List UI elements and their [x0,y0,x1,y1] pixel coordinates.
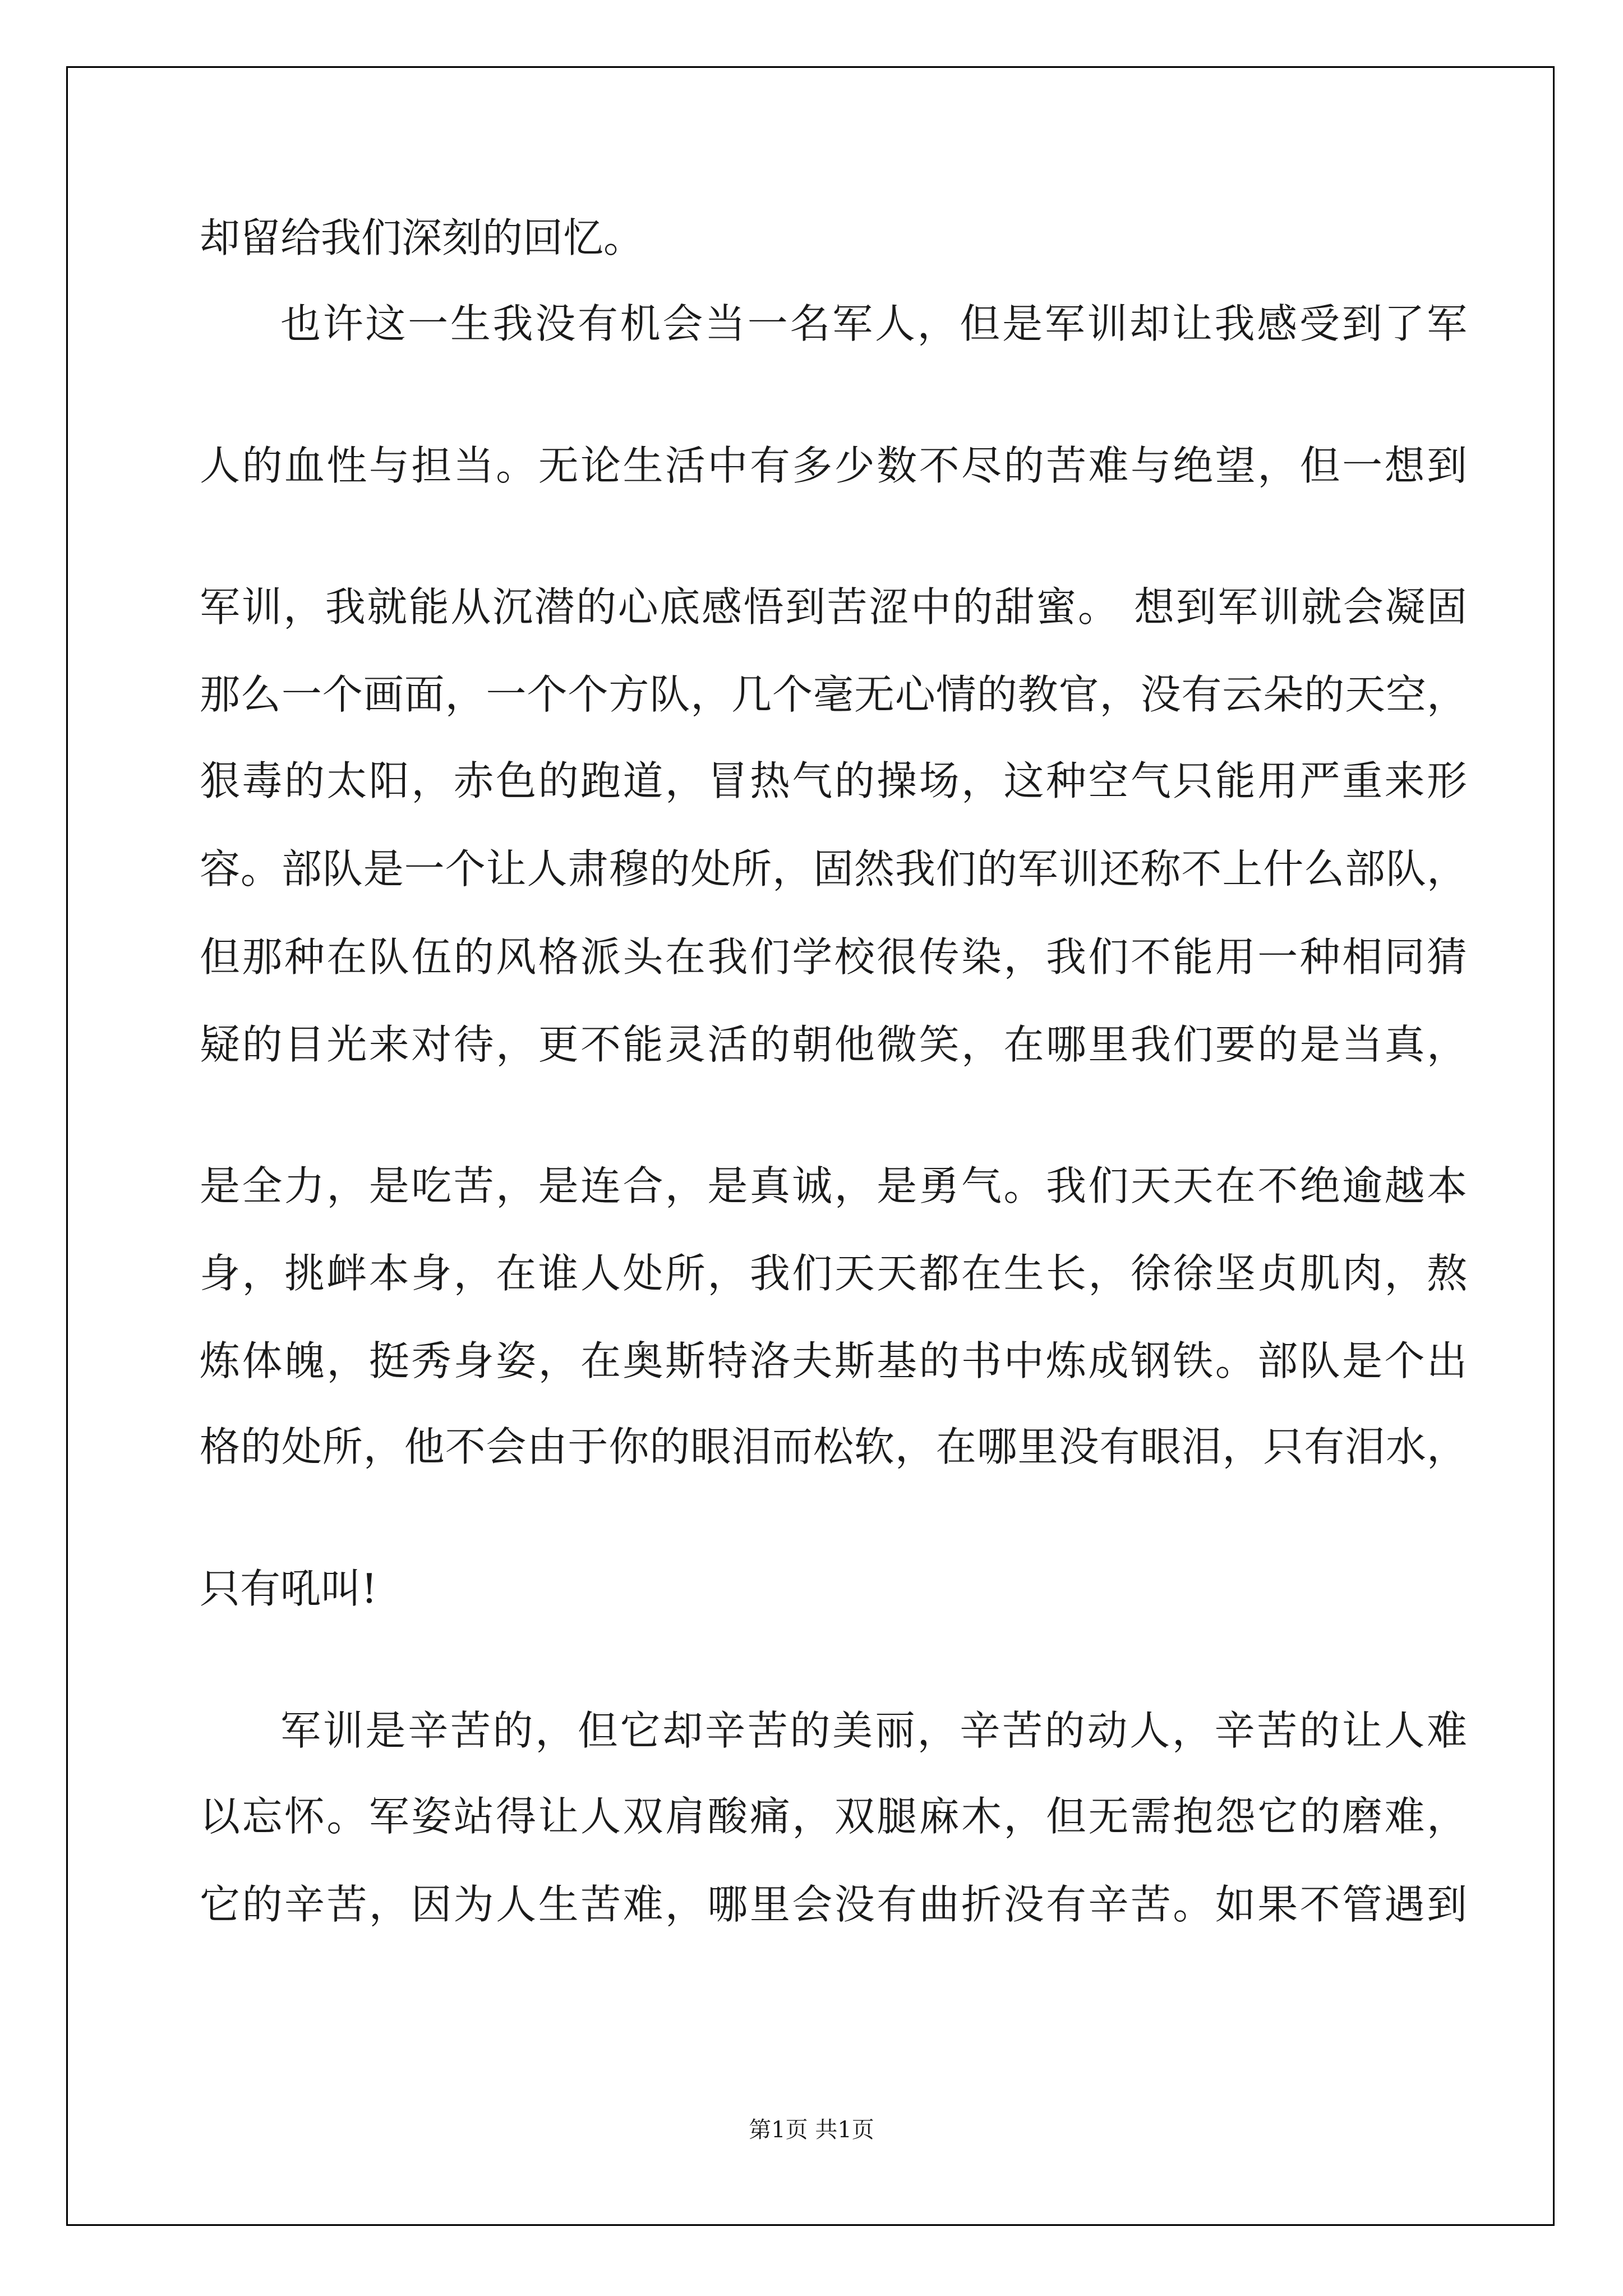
text-line: 却留给我们深刻的回忆。 [200,214,644,261]
text-line: 是全力，是吃苦，是连合，是真诚，是勇气。我们天天在不绝逾越本 [200,1162,1467,1209]
text-line: 它的辛苦，因为人生苦难，哪里会没有曲折没有辛苦。如果不管遇到 [200,1881,1467,1928]
text-line: 军训，我就能从沉潜的心底感悟到苦涩中的甜蜜。 想到军训就会凝固 [200,583,1467,631]
text-line: 以忘怀。军姿站得让人双肩酸痛，双腿麻木，但无需抱怨它的磨难， [200,1793,1467,1840]
text-line: 格的处所，他不会由于你的眼泪而松软，在哪里没有眼泪，只有泪水， [200,1423,1467,1470]
text-line: 但那种在队伍的风格派头在我们学校很传染，我们不能用一种相同猜 [200,933,1467,981]
text-line: 也许这一生我没有机会当一名军人，但是军训却让我感受到了军 [280,300,1467,347]
text-line: 狠毒的太阳，赤色的跑道，冒热气的操场，这种空气只能用严重来形 [200,757,1467,804]
text-line: 只有吼叫! [200,1565,377,1612]
page-footer: 第1页 共1页 [749,2117,874,2143]
text-line: 疑的目光来对待，更不能灵活的朝他微笑，在哪里我们要的是当真， [200,1021,1467,1068]
text-line: 人的血性与担当。无论生活中有多少数不尽的苦难与绝望，但一想到 [200,442,1467,489]
text-line: 炼体魄，挺秀身姿，在奥斯特洛夫斯基的书中炼成钢铁。部队是个出 [200,1337,1467,1384]
text-line: 容。部队是一个让人肃穆的处所，固然我们的军训还称不上什么部队， [200,845,1467,892]
text-line: 身，挑衅本身，在谁人处所，我们天天都在生长，徐徐坚贞肌肉，熬 [200,1250,1467,1297]
text-line: 那么一个画面，一个个方队，几个毫无心情的教官，没有云朵的天空， [200,671,1467,718]
text-line: 军训是辛苦的，但它却辛苦的美丽，辛苦的动人，辛苦的让人难 [280,1707,1467,1754]
